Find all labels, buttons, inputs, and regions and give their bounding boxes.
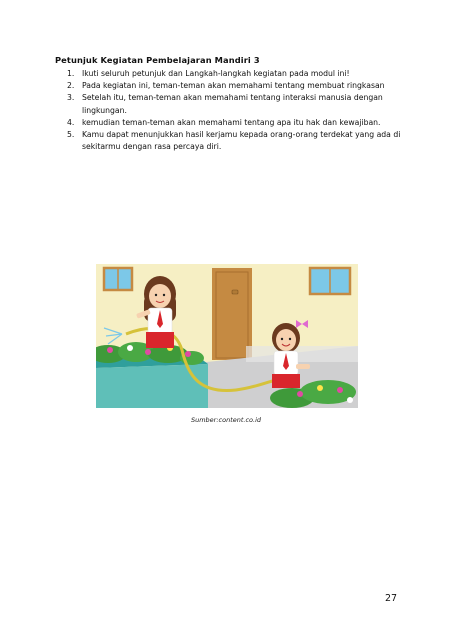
planter-front (96, 364, 208, 408)
image-caption: Sumber:content.co.id (190, 416, 262, 424)
list-item (55, 80, 405, 92)
list-number: 1. (67, 69, 75, 78)
list-text: Ikuti seluruh petunjuk dan Langkah-langkah kegiatan pada modul ini! (82, 69, 350, 78)
list-text: Setelah itu, teman-teman akan memahami tentang interaksi manusia dengan lingkungan. (82, 93, 383, 115)
list-text: Kamu dapat menunjukkan hasil kerjamu kepada orang-orang terdekat yang ada di sekitarmu dengan rasa percaya diri. (82, 130, 401, 152)
illustration-svg (96, 264, 358, 408)
list-number: 3. (67, 93, 75, 103)
list-number: 2. (67, 81, 75, 91)
list-item (55, 129, 405, 153)
section-heading: Petunjuk Kegiatan Pembelajaran Mandiri 3 (55, 55, 260, 65)
list-number: 4. (67, 117, 75, 127)
list-item (55, 92, 405, 116)
list-text: kemudian teman-teman akan memahami tentang apa itu hak dan kewajiban. (82, 117, 381, 127)
instruction-list (55, 68, 405, 153)
list-item (55, 117, 405, 129)
page-number: 27 (385, 593, 398, 604)
list-item (55, 68, 405, 80)
list-number: 5. (67, 130, 75, 140)
door-handle (232, 290, 238, 294)
illustration-girls-watering-plants (96, 264, 358, 408)
list-text: Pada kegiatan ini, teman-teman akan memahami tentang membuat ringkasan (82, 81, 385, 91)
